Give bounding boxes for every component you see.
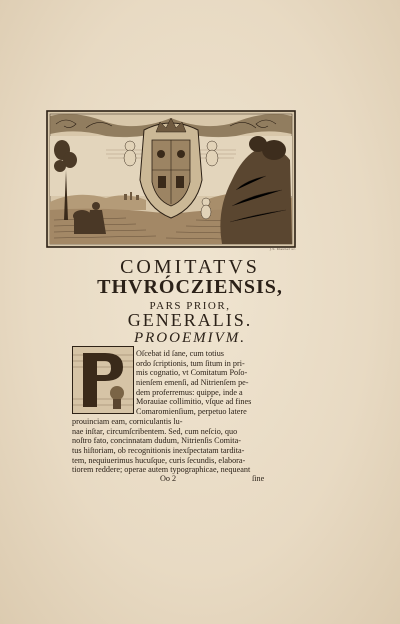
title-line-3: PARS PRIOR, — [149, 300, 231, 312]
printer-signature: Oo 2 — [160, 474, 177, 483]
headpiece-engraving — [46, 110, 296, 248]
text-line: tus hiſtoriam, ob recognitionis inexſpectatam tardita- — [72, 445, 245, 455]
title-line-1: COMITATVS — [120, 256, 260, 278]
text-line: nienſem emenſi, ad Nitrienſem pe- — [136, 378, 249, 388]
engraver-signature: J.S. Klauber sc. — [270, 247, 297, 251]
text-line: noſtro fato, concinnatam dudum, Nitrienſis Comita- — [72, 436, 241, 446]
text-line: ordo ſcriptionis, tum ſitum in pri- — [136, 358, 245, 368]
body-text — [72, 349, 272, 475]
catchword: ſine — [252, 474, 265, 483]
title-line-4: GENERALIS. — [127, 310, 253, 330]
text-line: tiorem reddere; operae autem typographicae, nequeant — [72, 465, 251, 475]
text-line: nae inſtar, circumſcribentem. Sed, cum neſcio, quo — [72, 426, 238, 436]
text-line: Comaromienſium, perpetuo latere — [136, 407, 247, 417]
text-line: prouinciam eam, corniculantis lu- — [72, 416, 183, 426]
text-line: tem, nequiuerimus hucuſque, curis ſecundis, elabora- — [72, 455, 246, 465]
engraving-illustration — [46, 110, 296, 248]
text-line: mis cognatio, vt Comitatum Poſo- — [136, 368, 248, 378]
text-line: dem proferremus: quippe, inde a — [136, 387, 243, 397]
text-line: Morauiae collimitio, vſque ad fines — [136, 397, 252, 407]
title-line-2: THVRÓCZIENSIS, — [97, 276, 283, 298]
proemium-heading: PROOEMIVM. — [133, 330, 247, 346]
text-line: Oſcebat id ſane, cum totius — [136, 349, 224, 358]
